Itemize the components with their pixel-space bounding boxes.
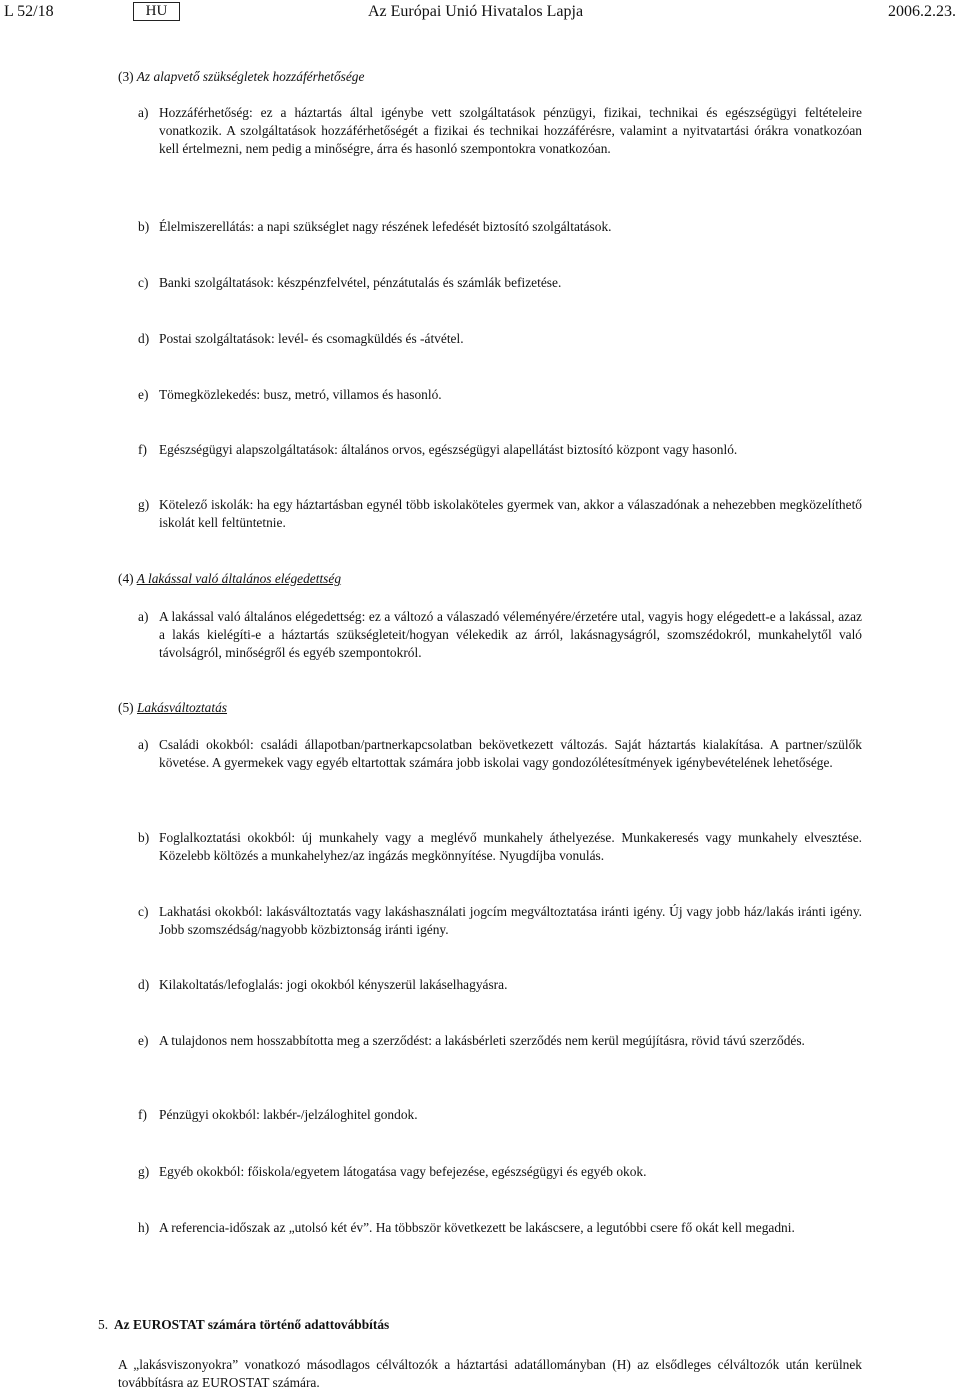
item-label: a) bbox=[138, 609, 149, 624]
page-header bbox=[0, 0, 960, 26]
item-text: A referencia-időszak az „utolsó két év”. Ha többször következett be lakáscsere, a legutóbbi csere fő okát kell megadni. bbox=[159, 1220, 795, 1235]
item-label: f) bbox=[138, 1107, 147, 1122]
subsection-title: Lakásváltoztatás bbox=[136, 700, 228, 715]
subsection-number: (5) bbox=[118, 700, 134, 715]
item-label: b) bbox=[138, 830, 150, 845]
list-item bbox=[138, 386, 862, 404]
list-item bbox=[138, 1163, 862, 1181]
language-badge: HU bbox=[133, 2, 180, 21]
item-label: d) bbox=[138, 331, 150, 346]
list-item bbox=[138, 218, 862, 236]
item-label: a) bbox=[138, 737, 149, 752]
list-item bbox=[138, 104, 862, 158]
subsection-number: (4) bbox=[118, 571, 134, 586]
item-text: Banki szolgáltatások: készpénzfelvétel, pénzátutalás és számlák befizetése. bbox=[159, 275, 562, 290]
item-text: Kötelező iskolák: ha egy háztartásban egynél több iskolaköteles gyermek van, akkor a válaszadónak a nehezebben megközelíthető iskolát kell feltüntetnie. bbox=[159, 497, 862, 530]
list-item bbox=[138, 976, 862, 994]
item-text: A lakással való általános elégedettség: ez a változó a válaszadó véleményére/érzetére utal, vagyis hogy elégedett-e a lakással, azaz a lakás kielégíti-e a háztartás szükségleteit/hogyan vélekedik az árról, lakásnagyságról, szomszédokról, munkahelytől való távolságról, minőségről és egyéb szempontokról. bbox=[159, 609, 862, 660]
subsection-5-heading bbox=[118, 699, 227, 717]
list-item bbox=[138, 274, 862, 292]
item-label: c) bbox=[138, 904, 149, 919]
item-label: c) bbox=[138, 275, 149, 290]
list-item bbox=[138, 903, 862, 939]
list-item bbox=[138, 829, 862, 865]
journal-title: Az Európai Unió Hivatalos Lapja bbox=[368, 3, 584, 20]
publication-date: 2006.2.23. bbox=[888, 3, 956, 20]
list-item bbox=[138, 441, 862, 459]
item-label: a) bbox=[138, 105, 149, 120]
list-item bbox=[138, 1106, 862, 1124]
item-text: Foglalkoztatási okokból: új munkahely vagy a meglévő munkahely áthelyezése. Munkakeresés vagy munkahely elvesztése. Közelebb költözés a munkahelyhez/az ingázás megkönnyítése. Nyugdíjba vonulás. bbox=[159, 830, 862, 863]
section-number: 5. bbox=[98, 1317, 109, 1332]
section-5-heading bbox=[98, 1316, 389, 1334]
item-text: Lakhatási okokból: lakásváltoztatás vagy lakáshasználati jogcím megváltoztatása iránti igény. Új vagy jobb ház/lakás iránti igény. Jobb szomszédság/nagyobb közbiztonság iránti igény. bbox=[159, 904, 862, 937]
subsection-title: A lakással való általános elégedettség bbox=[136, 571, 342, 586]
item-label: g) bbox=[138, 497, 150, 512]
item-text: Tömegközlekedés: busz, metró, villamos és hasonló. bbox=[159, 387, 442, 402]
list-item bbox=[138, 330, 862, 348]
item-text: Családi okokból: családi állapotban/partnerkapcsolatban bekövetkezett változás. Saját háztartás kialakítása. A partner/szülők követése. A gyermekek vagy egyéb eltartottak számára jobb iskolai vagy gondozólétesítmények igénybevételének lehetősége. bbox=[159, 737, 862, 770]
item-text: Pénzügyi okokból: lakbér-/jelzáloghitel gondok. bbox=[159, 1107, 418, 1122]
list-item bbox=[138, 736, 862, 772]
item-text: Hozzáférhetőség: ez a háztartás által igénybe vett szolgáltatások pénzügyi, fizikai, technikai és egészségügyi feltételeire vonatkozik. A szolgáltatások hozzáférhetőségét a fizikai és technikai hozzáférésre, valamint a nyitvatartási órákra vonatkozóan kell értelmezni, nem pedig a minőségre, árra és hasonló szempontokra vonatkozóan. bbox=[159, 105, 862, 156]
item-label: e) bbox=[138, 387, 149, 402]
list-item bbox=[138, 1032, 862, 1050]
section-5-paragraph: A „lakásviszonyokra” vonatkozó másodlagos célváltozók a háztartási adatállományban (H) az elsődleges célváltozók után kerülnek továbbításra az EUROSTAT számára. bbox=[118, 1357, 862, 1390]
item-label: b) bbox=[138, 219, 150, 234]
item-label: h) bbox=[138, 1220, 150, 1235]
item-text: A tulajdonos nem hosszabbította meg a szerződést: a lakásbérleti szerződés nem kerül megújításra, rövid távú szerződés. bbox=[159, 1033, 805, 1048]
item-text: Kilakoltatás/lefoglalás: jogi okokból kényszerül lakáselhagyásra. bbox=[159, 977, 508, 992]
item-label: e) bbox=[138, 1033, 149, 1048]
subsection-number: (3) bbox=[118, 69, 134, 84]
list-item bbox=[138, 496, 862, 532]
item-text: Élelmiszerellátás: a napi szükséglet nagy részének lefedését biztosító szolgáltatások. bbox=[159, 219, 612, 234]
item-text: Egyéb okokból: főiskola/egyetem látogatása vagy befejezése, egészségügyi és egyéb okok. bbox=[159, 1164, 647, 1179]
item-label: d) bbox=[138, 977, 150, 992]
item-label: f) bbox=[138, 442, 147, 457]
subsection-title: Az alapvető szükségletek hozzáférhetősége bbox=[136, 69, 365, 84]
list-item bbox=[138, 608, 862, 662]
section-title: Az EUROSTAT számára történő adattovábbítás bbox=[114, 1317, 390, 1332]
item-text: Egészségügyi alapszolgáltatások: általános orvos, egészségügyi alapellátást biztosító központ vagy hasonló. bbox=[159, 442, 738, 457]
subsection-3-heading bbox=[118, 68, 364, 86]
item-label: g) bbox=[138, 1164, 150, 1179]
subsection-4-heading bbox=[118, 570, 341, 588]
page-reference: L 52/18 bbox=[4, 3, 54, 20]
item-text: Postai szolgáltatások: levél- és csomagküldés és -átvétel. bbox=[159, 331, 464, 346]
list-item bbox=[138, 1219, 862, 1237]
